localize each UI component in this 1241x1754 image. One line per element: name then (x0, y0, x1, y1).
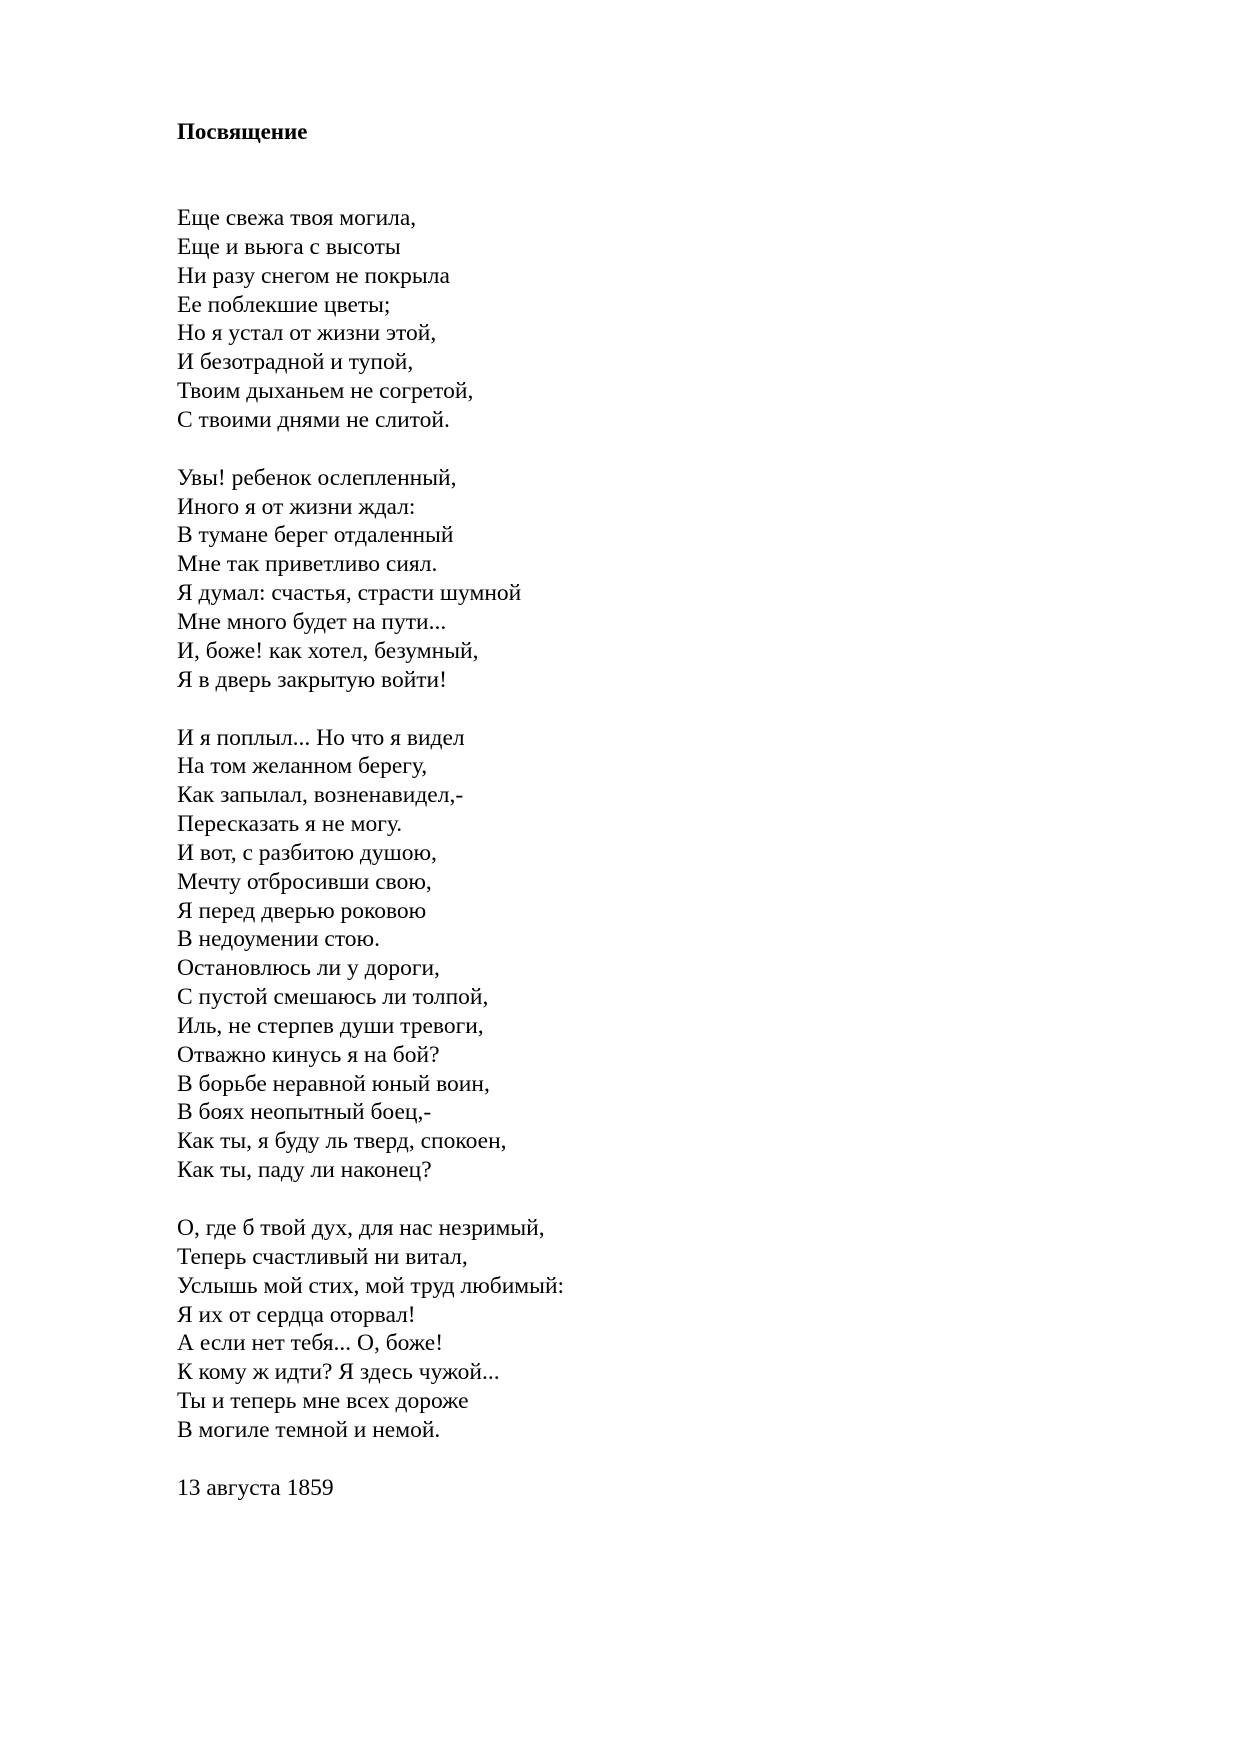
poem-date: 13 августа 1859 (177, 1474, 334, 1501)
poem-line: И вот, с разбитою душою, (177, 839, 437, 866)
poem-line: Мне так приветливо сиял. (177, 551, 438, 578)
poem-line: Мне много будет на пути... (177, 608, 447, 635)
poem-line: Иного я от жизни ждал: (177, 493, 416, 520)
poem-line: В борьбе неравной юный воин, (177, 1070, 490, 1097)
poem-line: В тумане берег отдаленный (177, 522, 454, 549)
document-content (177, 117, 1077, 1503)
poem-line: Ее поблекшие цветы; (177, 291, 391, 318)
poem-line: Услышь мой стих, мой труд любимый: (177, 1272, 565, 1299)
poem-line: Ни разу снегом не покрыла (177, 262, 450, 289)
poem-line: Увы! ребенок ослепленный, (177, 464, 457, 491)
poem-line: Как запылал, возненавидел,- (177, 782, 464, 809)
poem-line: Но я устал от жизни этой, (177, 320, 437, 347)
poem-line: Пересказать я не могу. (177, 811, 403, 838)
poem-line: И, боже! как хотел, безумный, (177, 637, 479, 664)
stanza (177, 1214, 1077, 1445)
poem-line: Мечту отбросивши свою, (177, 868, 432, 895)
poem-line: С пустой смешаюсь ли толпой, (177, 984, 489, 1011)
poem-body (177, 204, 1077, 1445)
poem-line: В могиле темной и немой. (177, 1416, 441, 1443)
poem-line: С твоими днями не слитой. (177, 406, 450, 433)
poem-line: Я перед дверью роковою (177, 897, 427, 924)
poem-line: Я думал: счастья, страсти шумной (177, 580, 522, 607)
poem-line: Теперь счастливый ни витал, (177, 1243, 468, 1270)
poem-line: Твоим дыханьем не согретой, (177, 378, 474, 405)
poem-line: Как ты, паду ли наконец? (177, 1157, 432, 1184)
poem-line: Отважно кинусь я на бой? (177, 1041, 440, 1068)
poem-line: Я в дверь закрытую войти! (177, 666, 447, 693)
poem-line: В боях неопытный боец,- (177, 1099, 432, 1126)
poem-line: Остановлюсь ли у дороги, (177, 955, 440, 982)
poem-line: О, где б твой дух, для нас незримый, (177, 1215, 545, 1241)
poem-line: А если нет тебя... О, боже! (177, 1330, 444, 1357)
poem-line: В недоумении стою. (177, 926, 380, 953)
poem-title: Посвящение (177, 119, 308, 144)
poem-line: Еще свежа твоя могила, (177, 205, 417, 231)
stanza (177, 724, 1077, 1186)
poem-line: Еще и вьюга с высоты (177, 233, 401, 260)
poem-line: Я их от сердца оторвал! (177, 1301, 416, 1328)
poem-line: Иль, не стерпев души тревоги, (177, 1012, 484, 1039)
poem-line: И я поплыл... Но что я видел (177, 724, 465, 751)
stanza (177, 464, 1077, 695)
poem-line: Как ты, я буду ль тверд, спокоен, (177, 1128, 507, 1155)
poem-line: Ты и теперь мне всех дороже (177, 1388, 469, 1415)
poem-line: И безотрадной и тупой, (177, 349, 414, 376)
poem-line: К кому ж идти? Я здесь чужой... (177, 1359, 500, 1386)
poem-line: На том желанном берегу, (177, 753, 428, 780)
stanza (177, 204, 1077, 435)
